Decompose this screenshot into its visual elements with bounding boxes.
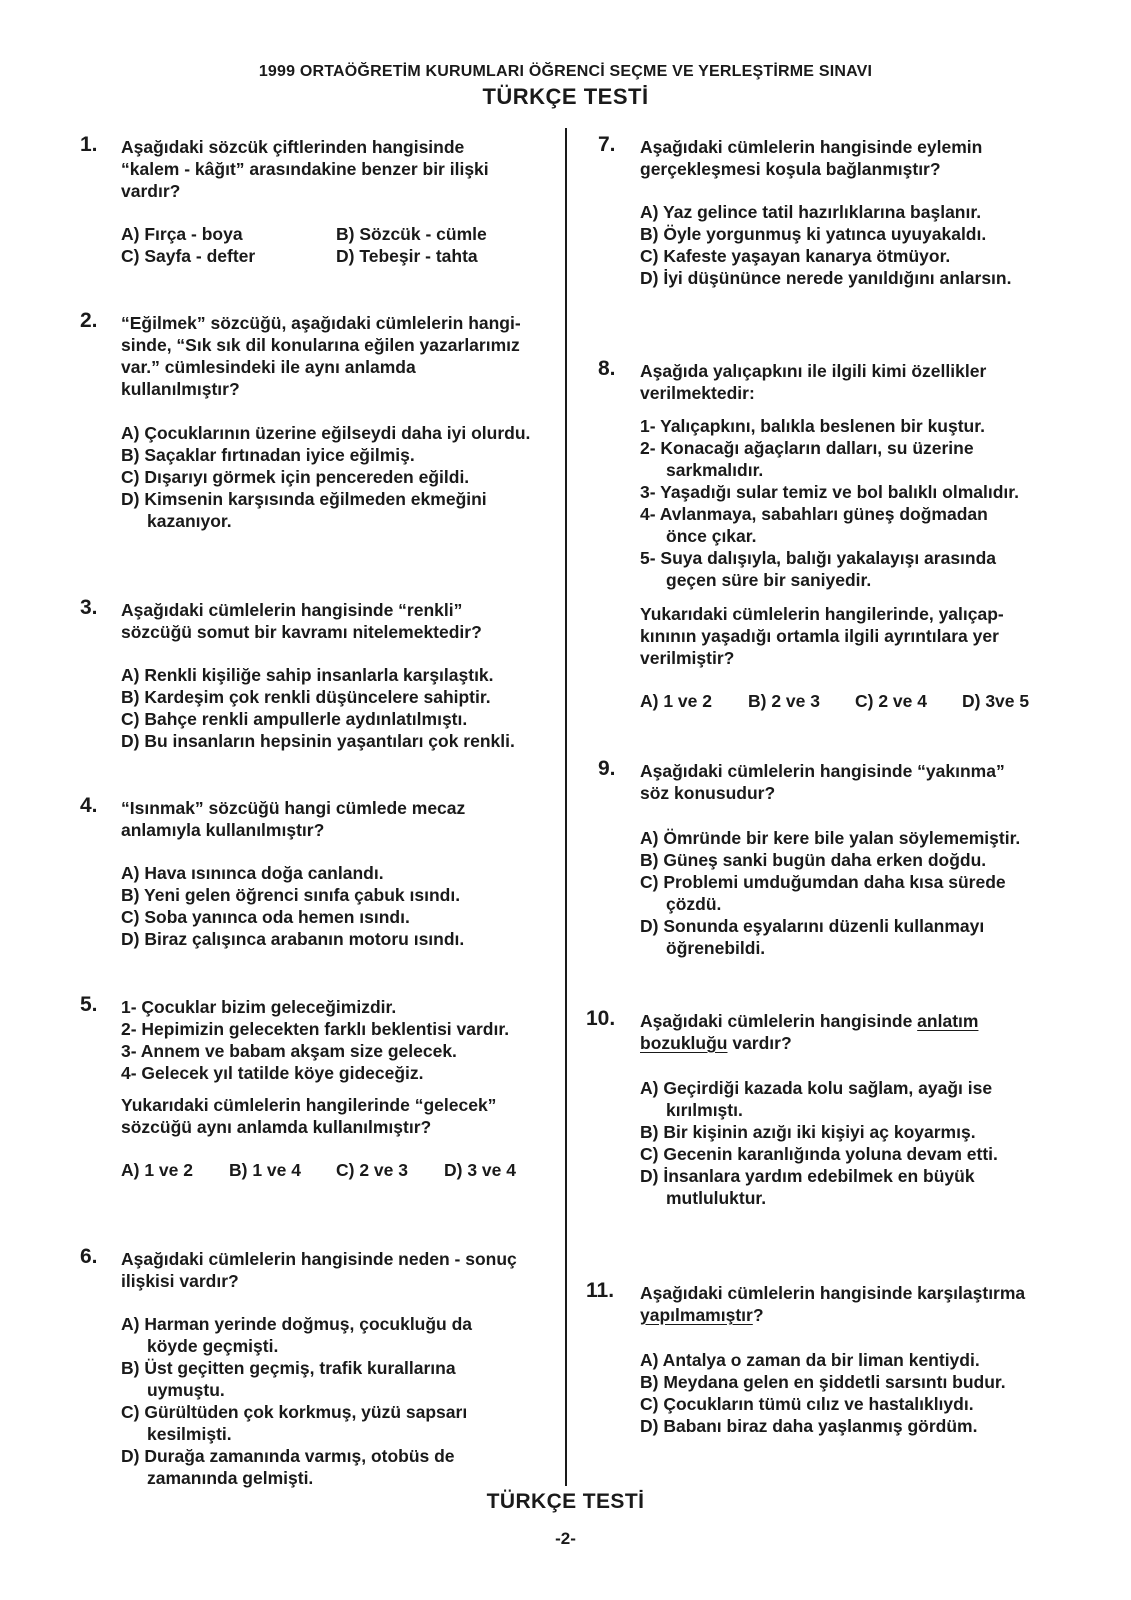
statement: 2- Konacağı ağaçların dalları, su üzerine: [640, 438, 974, 458]
statement-cont: geçen süre bir saniyedir.: [666, 570, 872, 590]
statement: 3- Annem ve babam akşam size gelecek.: [121, 1041, 457, 1061]
statement-list: [121, 996, 509, 1084]
question-stem: Aşağıdaki cümlelerin hangisinde “renkli” sözcüğü somut bir kavramı nitelemektedir?: [121, 600, 482, 642]
option-a: A) Harman yerinde doğmuş, çocukluğu da: [121, 1314, 473, 1334]
option-b: B) Yeni gelen öğrenci sınıfa çabuk ısındı.: [121, 885, 461, 905]
question-number: 4.: [80, 794, 98, 817]
option-d: D) 3 ve 4: [444, 1160, 516, 1180]
option-a: A) Fırça - boya: [121, 224, 243, 244]
statement: 3- Yaşadığı sular temiz ve bol balıklı olmalıdır.: [640, 482, 1019, 502]
statement: 4- Gelecek yıl tatilde köye gideceğiz.: [121, 1063, 424, 1083]
underlined-term: anlatım: [917, 1011, 979, 1031]
option-c: C) Bahçe renkli ampullerle aydınlatılmıştı.: [121, 709, 468, 729]
test-title: TÜRKÇE TESTİ: [482, 84, 649, 109]
option-b: B) Üst geçitten geçmiş, trafik kurallarına: [121, 1358, 456, 1378]
question-number: 5.: [80, 993, 98, 1016]
option-c-cont: çözdü.: [666, 894, 722, 914]
option-c: C) Problemi umduğumdan daha kısa sürede: [640, 872, 1006, 892]
option-a: A) Çocuklarının üzerine eğilseydi daha iyi olurdu.: [121, 423, 531, 443]
options: [121, 664, 515, 752]
option-d: D) İnsanlara yardım edebilmek en büyük: [640, 1166, 975, 1186]
statement-cont: sarkmalıdır.: [666, 460, 764, 480]
option-a: A) Hava ısınınca doğa canlandı.: [121, 863, 384, 883]
option-a: A) Antalya o zaman da bir liman kentiydi.: [640, 1350, 980, 1370]
options: [640, 1349, 1006, 1437]
option-a: A) 1 ve 2: [640, 691, 712, 711]
question-number: 8.: [598, 357, 616, 380]
options: [121, 862, 464, 950]
options: [121, 1313, 472, 1489]
option-b: B) 1 ve 4: [229, 1160, 301, 1180]
question-stem: Yukarıdaki cümlelerin hangilerinde “gelecek” sözcüğü aynı anlamda kullanılmıştır?: [121, 1095, 497, 1137]
option-a: A) 1 ve 2: [121, 1160, 193, 1180]
footer-test-title: TÜRKÇE TESTİ: [486, 1490, 645, 1513]
underlined-term: yapılmamıştır: [640, 1305, 753, 1325]
option-a: A) Geçirdiği kazada kolu sağlam, ayağı ise: [640, 1078, 993, 1098]
question-stem: Aşağıdaki cümlelerin hangisinde eylemin gerçekleşmesi koşula bağlanmıştır?: [640, 137, 983, 179]
option-a: A) Yaz gelince tatil hazırlıklarına başlanır.: [640, 202, 982, 222]
question-number: 10.: [586, 1007, 616, 1030]
option-d: D) Durağa zamanında varmış, otobüs de: [121, 1446, 455, 1466]
statement-cont: önce çıkar.: [666, 526, 757, 546]
options: [121, 422, 530, 532]
option-b: B) Bir kişinin azığı iki kişiyi aç koyarmış.: [640, 1122, 976, 1142]
option-c: C) Çocukların tümü cılız ve hastalıklıydı.: [640, 1394, 974, 1414]
question-number: 11.: [586, 1279, 615, 1302]
option-d-cont: kazanıyor.: [147, 511, 232, 531]
statement: 5- Suya dalışıyla, balığı yakalayışı arasında: [640, 548, 997, 568]
question-number: 3.: [80, 596, 98, 619]
option-d: D) Tebeşir - tahta: [336, 246, 478, 266]
option-c: C) 2 ve 4: [855, 691, 927, 711]
option-a-cont: kırılmıştı.: [666, 1100, 743, 1120]
statement-list: [640, 415, 1019, 591]
option-c-cont: kesilmişti.: [147, 1424, 232, 1444]
option-d-cont: zamanında gelmişti.: [147, 1468, 314, 1488]
option-b: B) 2 ve 3: [748, 691, 820, 711]
exam-title: 1999 ORTAÖĞRETİM KURUMLARI ÖĞRENCİ SEÇME VE YERLEŞTİRME SINAVI: [258, 63, 873, 80]
question-number: 1.: [80, 133, 98, 156]
question-number: 6.: [80, 1245, 98, 1268]
option-d-cont: mutluluktur.: [666, 1188, 767, 1208]
statement: 1- Çocuklar bizim geleceğimizdir.: [121, 997, 397, 1017]
question-stem: Aşağıdaki cümlelerin hangisinde karşılaştırma yapılmamıştır?: [640, 1283, 1026, 1325]
option-c: C) Gürültüden çok korkmuş, yüzü sapsarı: [121, 1402, 468, 1422]
question-stem: Aşağıdaki cümlelerin hangisinde neden - sonuç ilişkisi vardır?: [121, 1249, 517, 1291]
option-d: D) Sonunda eşyalarını düzenli kullanmayı: [640, 916, 985, 936]
option-d: D) İyi düşününce nerede yanıldığını anlarsın.: [640, 268, 1012, 288]
option-b: B) Öyle yorgunmuş ki yatınca uyuyakaldı.: [640, 224, 987, 244]
option-a: A) Renkli kişiliğe sahip insanlarla karşılaştık.: [121, 665, 494, 685]
option-a-cont: köyde geçmişti.: [147, 1336, 279, 1356]
option-d-cont: öğrenebildi.: [666, 938, 766, 958]
option-d: D) Kimsenin karşısında eğilmeden ekmeğini: [121, 489, 487, 509]
statement: 2- Hepimizin gelecekten farklı beklentisi vardır.: [121, 1019, 510, 1039]
question-stem-2: Yukarıdaki cümlelerin hangilerinde, yalıçap- kınının yaşadığı ortamla ilgili ayrıntılara yer verilmiştir?: [640, 604, 1004, 668]
option-d: D) Babanı biraz daha yaşlanmış gördüm.: [640, 1416, 978, 1436]
option-b: B) Saçaklar fırtınadan iyice eğilmiş.: [121, 445, 415, 465]
question-stem: “Eğilmek” sözcüğü, aşağıdaki cümlelerin hangi- sinde, “Sık sık dil konularına eğilen yazarlarımız var.” cümlesindeki ile aynı anlamda kullanılmıştır?: [121, 313, 521, 399]
option-b-cont: uymuştu.: [147, 1380, 225, 1400]
question-stem: Aşağıdaki sözcük çiftlerinden hangisinde “kalem - kâğıt” arasındakine benzer bir ilişki vardır?: [121, 137, 489, 201]
option-b: B) Güneş sanki bugün daha erken doğdu.: [640, 850, 987, 870]
underlined-term: bozukluğu: [640, 1033, 728, 1053]
column-divider: [565, 128, 567, 1486]
option-c: C) Dışarıyı görmek için pencereden eğildi.: [121, 467, 470, 487]
page-number: -2-: [555, 1529, 576, 1548]
options: [640, 827, 1020, 959]
option-c: C) Soba yanınca oda hemen ısındı.: [121, 907, 410, 927]
question-number: 7.: [598, 133, 616, 156]
option-d: D) Biraz çalışınca arabanın motoru ısındı.: [121, 929, 465, 949]
option-c: C) Kafeste yaşayan kanarya ötmüyor.: [640, 246, 951, 266]
option-b: B) Sözcük - cümle: [336, 224, 487, 244]
options: [640, 201, 1011, 289]
statement: 1- Yalıçapkını, balıkla beslenen bir kuştur.: [640, 416, 985, 436]
question-stem: Aşağıdaki cümlelerin hangisinde anlatım bozukluğu vardır?: [640, 1011, 979, 1053]
statement: 4- Avlanmaya, sabahları güneş doğmadan: [640, 504, 988, 524]
option-d: D) 3ve 5: [962, 691, 1030, 711]
option-a: A) Ömründe bir kere bile yalan söylememiştir.: [640, 828, 1021, 848]
option-c: C) 2 ve 3: [336, 1160, 408, 1180]
question-stem: “Isınmak” sözcüğü hangi cümlede mecaz anlamıyla kullanılmıştır?: [121, 798, 466, 840]
option-b: B) Kardeşim çok renkli düşüncelere sahiptir.: [121, 687, 491, 707]
option-b: B) Meydana gelen en şiddetli sarsıntı budur.: [640, 1372, 1006, 1392]
option-d: D) Bu insanların hepsinin yaşantıları çok renkli.: [121, 731, 515, 751]
question-number: 9.: [598, 757, 616, 780]
option-c: C) Gecenin karanlığında yoluna devam etti.: [640, 1144, 998, 1164]
option-c: C) Sayfa - defter: [121, 246, 256, 266]
options: [640, 1077, 998, 1209]
question-stem: Aşağıda yalıçapkını ile ilgili kimi özellikler verilmektedir:: [640, 361, 987, 403]
question-number: 2.: [80, 309, 98, 332]
question-stem: Aşağıdaki cümlelerin hangisinde “yakınma” söz konusudur?: [640, 761, 1005, 803]
